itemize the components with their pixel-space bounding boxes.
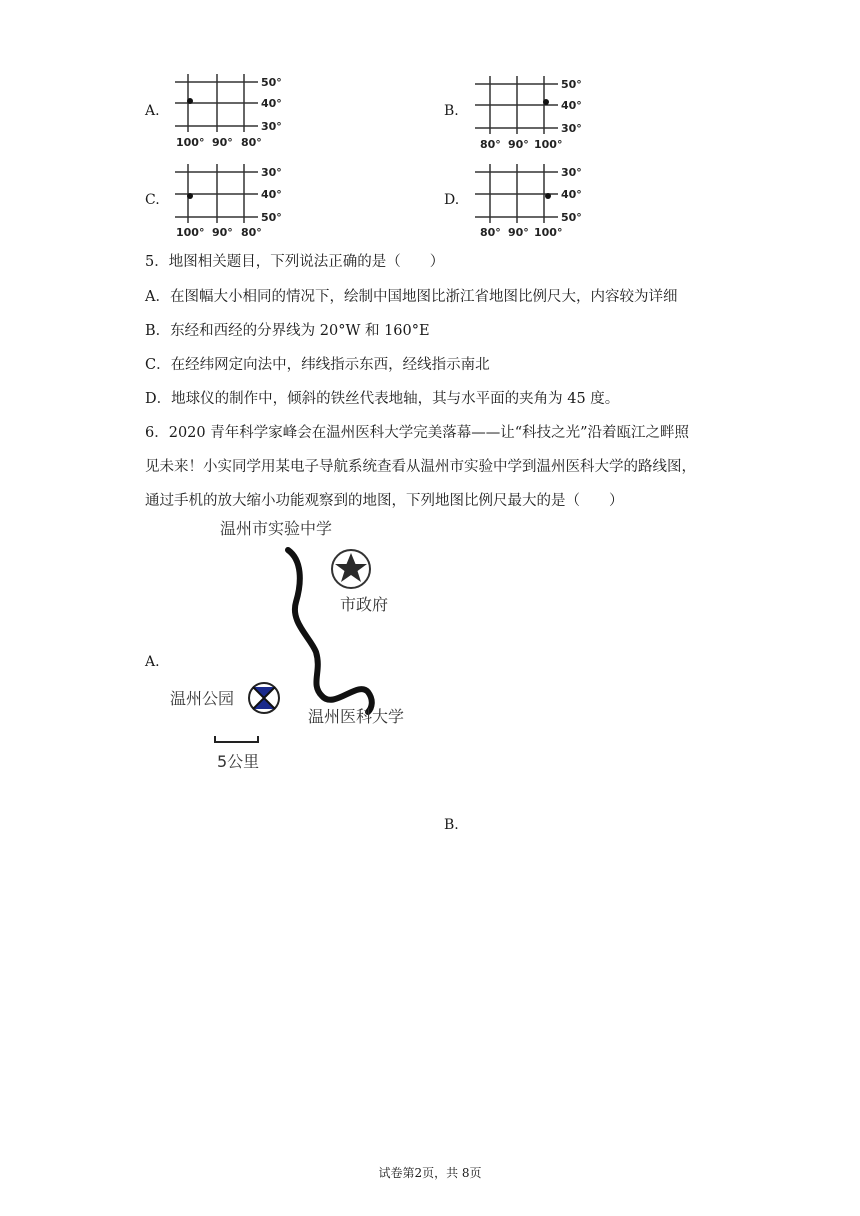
question-5-option-b: B．东经和西经的分界线为 20°W 和 160°E (145, 323, 430, 339)
lat-label: 30° (561, 122, 582, 135)
lon-label: 100° (176, 136, 205, 149)
page-footer: 试卷第2页，共 8页 (378, 1166, 482, 1180)
start-school-label: 温州市实验中学 (220, 519, 333, 538)
question-5-option-c: C．在经纬网定向法中，纬线指示东西，经线指示南北 (145, 357, 490, 373)
question-6-stem-line: 见未来！小实同学用某电子导航系统查看从温州市实验中学到温州医科大学的路线图， (145, 459, 696, 475)
location-dot (543, 99, 549, 105)
route-map (160, 512, 440, 782)
park-icon (249, 683, 279, 713)
location-dot (187, 98, 193, 104)
lat-label: 40° (561, 188, 582, 201)
question-6-option-b-letter: B. (444, 817, 459, 833)
option-c-letter: C. (145, 192, 160, 208)
lat-label: 30° (261, 120, 282, 133)
lat-label: 30° (561, 166, 582, 179)
lon-label: 90° (508, 138, 529, 151)
lat-label: 50° (561, 211, 582, 224)
lon-label: 80° (241, 226, 262, 239)
lon-label: 100° (176, 226, 205, 239)
lon-label: 80° (480, 138, 501, 151)
medical-university-label: 温州医科大学 (308, 707, 405, 726)
question-5-option-a: A．在图幅大小相同的情况下，绘制中国地图比浙江省地图比例尺大，内容较为详细 (145, 289, 678, 305)
scale-bar (215, 736, 258, 743)
lat-lon-grid-a (170, 72, 290, 152)
lon-label: 90° (508, 226, 529, 239)
lon-label: 100° (534, 226, 563, 239)
scale-bar-label: 5公里 (217, 752, 260, 771)
lon-label: 90° (212, 136, 233, 149)
location-dot (545, 193, 551, 199)
lat-label: 50° (561, 78, 582, 91)
lat-lon-grid-d (470, 160, 590, 240)
wenzhou-park-label: 温州公园 (170, 689, 235, 708)
lat-label: 40° (261, 97, 282, 110)
lat-label: 50° (261, 211, 282, 224)
lat-label: 50° (261, 76, 282, 89)
question-6-option-a-letter: A. (145, 654, 160, 670)
question-6-stem-line: 通过手机的放大缩小功能观察到的地图，下列地图比例尺最大的是（ ） (145, 493, 624, 509)
lat-lon-grid-c (170, 160, 290, 240)
city-government-label: 市政府 (340, 595, 389, 614)
question-5-stem: 5．地图相关题目，下列说法正确的是（ ） (145, 254, 445, 270)
lon-label: 80° (480, 226, 501, 239)
lon-label: 90° (212, 226, 233, 239)
lat-label: 40° (261, 188, 282, 201)
lat-lon-grid-b (470, 72, 590, 152)
lon-label: 100° (534, 138, 563, 151)
lat-label: 30° (261, 166, 282, 179)
option-b-letter: B. (444, 103, 459, 119)
lon-label: 80° (241, 136, 262, 149)
lat-label: 40° (561, 99, 582, 112)
city-government-icon (332, 550, 370, 588)
option-a-letter: A. (145, 103, 160, 119)
option-d-letter: D. (444, 192, 460, 208)
question-6-stem-line: 6．2020 青年科学家峰会在温州医科大学完美落幕——让“科技之光”沿着瓯江之畔照 (145, 425, 690, 441)
location-dot (187, 193, 193, 199)
question-5-option-d: D．地球仪的制作中，倾斜的铁丝代表地轴，其与水平面的夹角为 45 度。 (145, 391, 620, 407)
